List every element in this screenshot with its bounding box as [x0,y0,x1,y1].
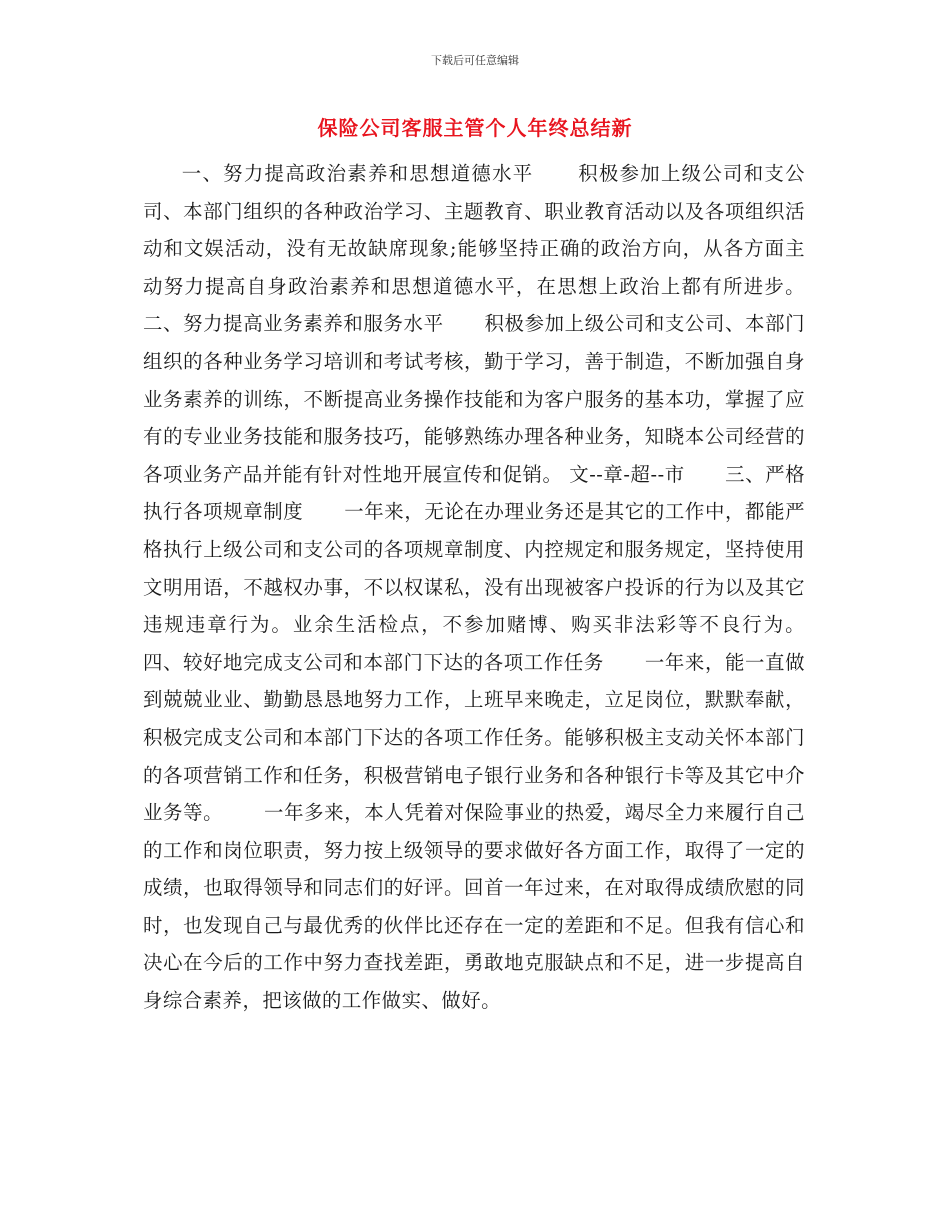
document-body-paragraph: 一、努力提高政治素养和思想道德水平 积极参加上级公司和支公司、本部门组织的各种政治学习、主题教育、职业教育活动以及各项组织活动和文娱活动，没有无故缺席现象;能够坚持正确的政治方向，从各方面主动努力提高自身政治素养和思想道德水平，在思想上政治上都有所进步。 二、努力提高业务素养和服务水平 积极参加上级公司和支公司、本部门组织的各种业务学习培训和考试考核，勤于学习，善于制造，不断加强自身业务素养的训练，不断提高业务操作技能和为客户服务的基本功，掌握了应有的专业业务技能和服务技巧，能够熟练办理各种业务，知晓本公司经营的各项业务产品并能有针对性地开展宣传和促销。 文--章-超--市 三、严格执行各项规章制度 一年来，无论在办理业务还是其它的工作中，都能严格执行上级公司和支公司的各项规章制度、内控规定和服务规定，坚持使用文明用语，不越权办事，不以权谋私，没有出现被客户投诉的行为以及其它违规违章行为。业余生活检点，不参加赌博、购买非法彩等不良行为。 四、较好地完成支公司和本部门下达的各项工作任务 一年来，能一直做到兢兢业业、勤勤恳恳地努力工作，上班早来晚走，立足岗位，默默奉献，积极完成支公司和本部门下达的各项工作任务。能够积极主支动关怀本部门的各项营销工作和任务，积极营销电子银行业务和各种银行卡等及其它中介业务等。 一年多来，本人凭着对保险事业的热爱，竭尽全力来履行自己的工作和岗位职责，努力按上级领导的要求做好各方面工作，取得了一定的成绩，也取得领导和同志们的好评。回首一年过来，在对取得成绩欣慰的同时，也发现自己与最优秀的伙伴比还存在一定的差距和不足。但我有信心和决心在今后的工作中努力查找差距，勇敢地克服缺点和不足，进一步提高自身综合素养，把该做的工作做实、做好。 [143,162,845,1013]
document-title: 保险公司客服主管个人年终总结新 [317,116,633,140]
page-header-note: 下载后可任意编辑 [431,54,519,67]
